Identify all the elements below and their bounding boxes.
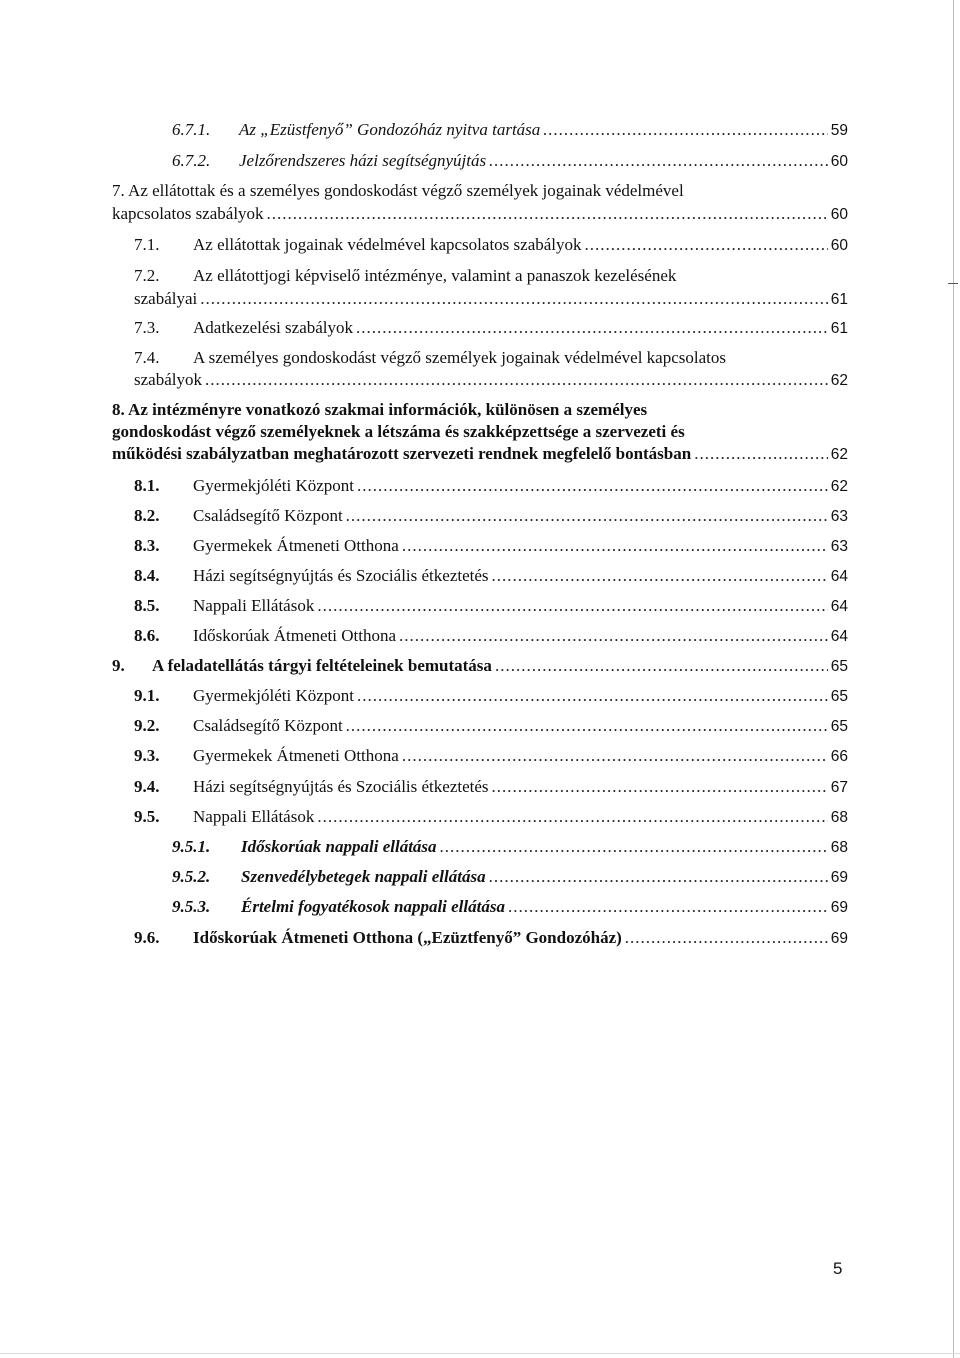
toc-entry-number: 9.5.3. (172, 897, 211, 916)
toc-page-number: 68 (830, 839, 848, 856)
toc-entry-title: Értelmi fogyatékosok nappali ellátása (241, 897, 505, 916)
toc-page-number: 67 (830, 779, 848, 796)
toc-entry-title-line1: Az ellátottjogi képviselő intézménye, valamint a panaszok kezelésének (193, 266, 677, 285)
toc-leader-dots (356, 318, 828, 338)
toc-page-number: 65 (830, 718, 848, 735)
toc-entry-title: Az ellátottak jogainak védelmével kapcsolatos szabályok (193, 235, 582, 254)
toc-page-number: 63 (830, 538, 848, 555)
toc-leader-dots (625, 928, 828, 948)
toc-leader-dots (317, 596, 827, 616)
toc-page-number: 65 (830, 658, 848, 675)
toc-entry-title: A feladatellátás tárgyi feltételeinek bemutatása (152, 656, 492, 675)
toc-entry-7[interactable] (112, 181, 848, 225)
toc-entry-8[interactable] (112, 400, 848, 466)
toc-leader-dots (492, 566, 828, 586)
toc-entry-title: Nappali Ellátások (193, 596, 315, 615)
toc-leader-dots (200, 289, 828, 309)
toc-page-number: 69 (830, 899, 848, 916)
toc-entry-title: Gyermekjóléti Központ (193, 686, 354, 705)
toc-entry-title: Jelzőrendszeres házi segítségnyújtás (239, 151, 487, 170)
toc-leader-dots (489, 867, 828, 887)
toc-leader-dots (440, 837, 828, 857)
toc-leader-dots (357, 686, 828, 706)
toc-entry-title-line1: A személyes gondoskodást végző személyek jogainak védelmével kapcsolatos (193, 348, 726, 367)
toc-entry-title: Gyermekjóléti Központ (193, 476, 354, 495)
toc-entry-number: 8.5. (134, 596, 160, 615)
toc-page-number: 69 (830, 930, 848, 947)
toc-page-number: 62 (830, 372, 848, 389)
toc-entry-number: 7.3. (134, 318, 160, 337)
toc-entry-7-2[interactable] (134, 266, 848, 310)
toc-entry-title: Házi segítségnyújtás és Szociális étkeztetés (193, 566, 489, 585)
toc-page-number: 60 (830, 206, 848, 223)
toc-entry-number: 9.4. (134, 777, 160, 796)
toc-entry-7-4[interactable] (134, 348, 848, 392)
toc-entry-title-line2: szabályai (134, 289, 198, 308)
toc-entry-number: 9.5.1. (172, 837, 211, 856)
toc-entry-number: 9.5. (134, 807, 160, 826)
toc-entry-title: Gyermekek Átmeneti Otthona (193, 746, 399, 765)
toc-entry-title-line2: kapcsolatos szabályok (112, 204, 264, 223)
toc-page-number: 60 (830, 153, 848, 170)
page-number: 5 (833, 1259, 843, 1278)
toc-leader-dots (399, 626, 828, 646)
toc-leader-dots (357, 476, 828, 496)
toc-entry-number: 9.3. (134, 746, 160, 765)
toc-entry-title-line1: 8. Az intézményre vonatkozó szakmai információk, különösen a személyes (112, 400, 648, 419)
toc-leader-dots (346, 716, 828, 736)
toc-page-number: 62 (830, 446, 848, 463)
toc-entry-title: Időskorúak Átmeneti Otthona („Ezüztfenyő” Gondozóház) (193, 928, 622, 947)
toc-page-number: 59 (830, 122, 848, 139)
toc-entry-title-line3: működési szabályzatban meghatározott szervezeti rendnek megfelelő bontásban (112, 444, 692, 463)
toc-leader-dots (402, 746, 828, 766)
toc-leader-dots (205, 370, 828, 390)
toc-entry-title: Adatkezelési szabályok (193, 318, 354, 337)
toc-entry-title-line2: szabályok (134, 370, 202, 389)
toc-page-number: 61 (830, 320, 848, 337)
toc-leader-dots (495, 656, 828, 676)
toc-entry-number: 9.5.2. (172, 867, 211, 886)
toc-entry-number: 7.4. (134, 348, 160, 367)
toc-leader-dots (402, 536, 828, 556)
toc-entry-title: Családsegítő Központ (193, 716, 343, 735)
toc-entry-number: 8.1. (134, 476, 160, 495)
toc-entry-title: Az „Ezüstfenyő” Gondozóház nyitva tartása (239, 120, 541, 139)
toc-entry-number: 8.4. (134, 566, 160, 585)
toc-entry-title: Házi segítségnyújtás és Szociális étkeztetés (193, 777, 489, 796)
toc-entry-number: 9.2. (134, 716, 160, 735)
toc-page-number: 61 (830, 291, 848, 308)
toc-page-number: 62 (830, 478, 848, 495)
toc-leader-dots (346, 506, 828, 526)
toc-entry-title-line1: 7. Az ellátottak és a személyes gondoskodást végző személyek jogainak védelmével (112, 181, 684, 200)
toc-leader-dots (694, 444, 828, 464)
toc-entry-title: Időskorúak nappali ellátása (241, 837, 437, 856)
toc-leader-dots (489, 151, 828, 171)
toc-entry-title: Szenvedélybetegek nappali ellátása (241, 867, 486, 886)
toc-leader-dots (585, 235, 828, 255)
toc-entry-number: 9.1. (134, 686, 160, 705)
toc-entry-title: Gyermekek Átmeneti Otthona (193, 536, 399, 555)
toc-entry-number: 6.7.1. (172, 120, 211, 139)
toc-entry-number: 8.3. (134, 536, 160, 555)
toc-page-number: 64 (830, 598, 848, 615)
toc-page-number: 68 (830, 809, 848, 826)
toc-entry-number: 9.6. (134, 928, 160, 947)
toc-entry-title: Időskorúak Átmeneti Otthona (193, 626, 397, 645)
toc-leader-dots (508, 897, 828, 917)
toc-entry-title: Családsegítő Központ (193, 506, 343, 525)
toc-leader-dots (543, 120, 827, 140)
toc-page-number: 64 (830, 568, 848, 585)
toc-page-number: 66 (830, 748, 848, 765)
toc-page-number: 63 (830, 508, 848, 525)
toc-entry-number: 9. (112, 656, 125, 675)
toc-page-number: 60 (830, 237, 848, 254)
toc-entry-number: 7.2. (134, 266, 160, 285)
toc-entry-number: 6.7.2. (172, 151, 211, 170)
toc-entry-number: 8.6. (134, 626, 160, 645)
toc-entry-title-line2: gondoskodást végző személyeknek a létszáma és szakképzettsége a szervezeti és (112, 422, 685, 441)
toc-page-number: 69 (830, 869, 848, 886)
toc-page-number: 64 (830, 628, 848, 645)
toc-leader-dots (267, 204, 828, 224)
toc-entry-number: 7.1. (134, 235, 160, 254)
toc-leader-dots (317, 807, 827, 827)
toc-entry-number: 8.2. (134, 506, 160, 525)
toc-page-number: 65 (830, 688, 848, 705)
toc-entry-title: Nappali Ellátások (193, 807, 315, 826)
toc-leader-dots (492, 777, 828, 797)
